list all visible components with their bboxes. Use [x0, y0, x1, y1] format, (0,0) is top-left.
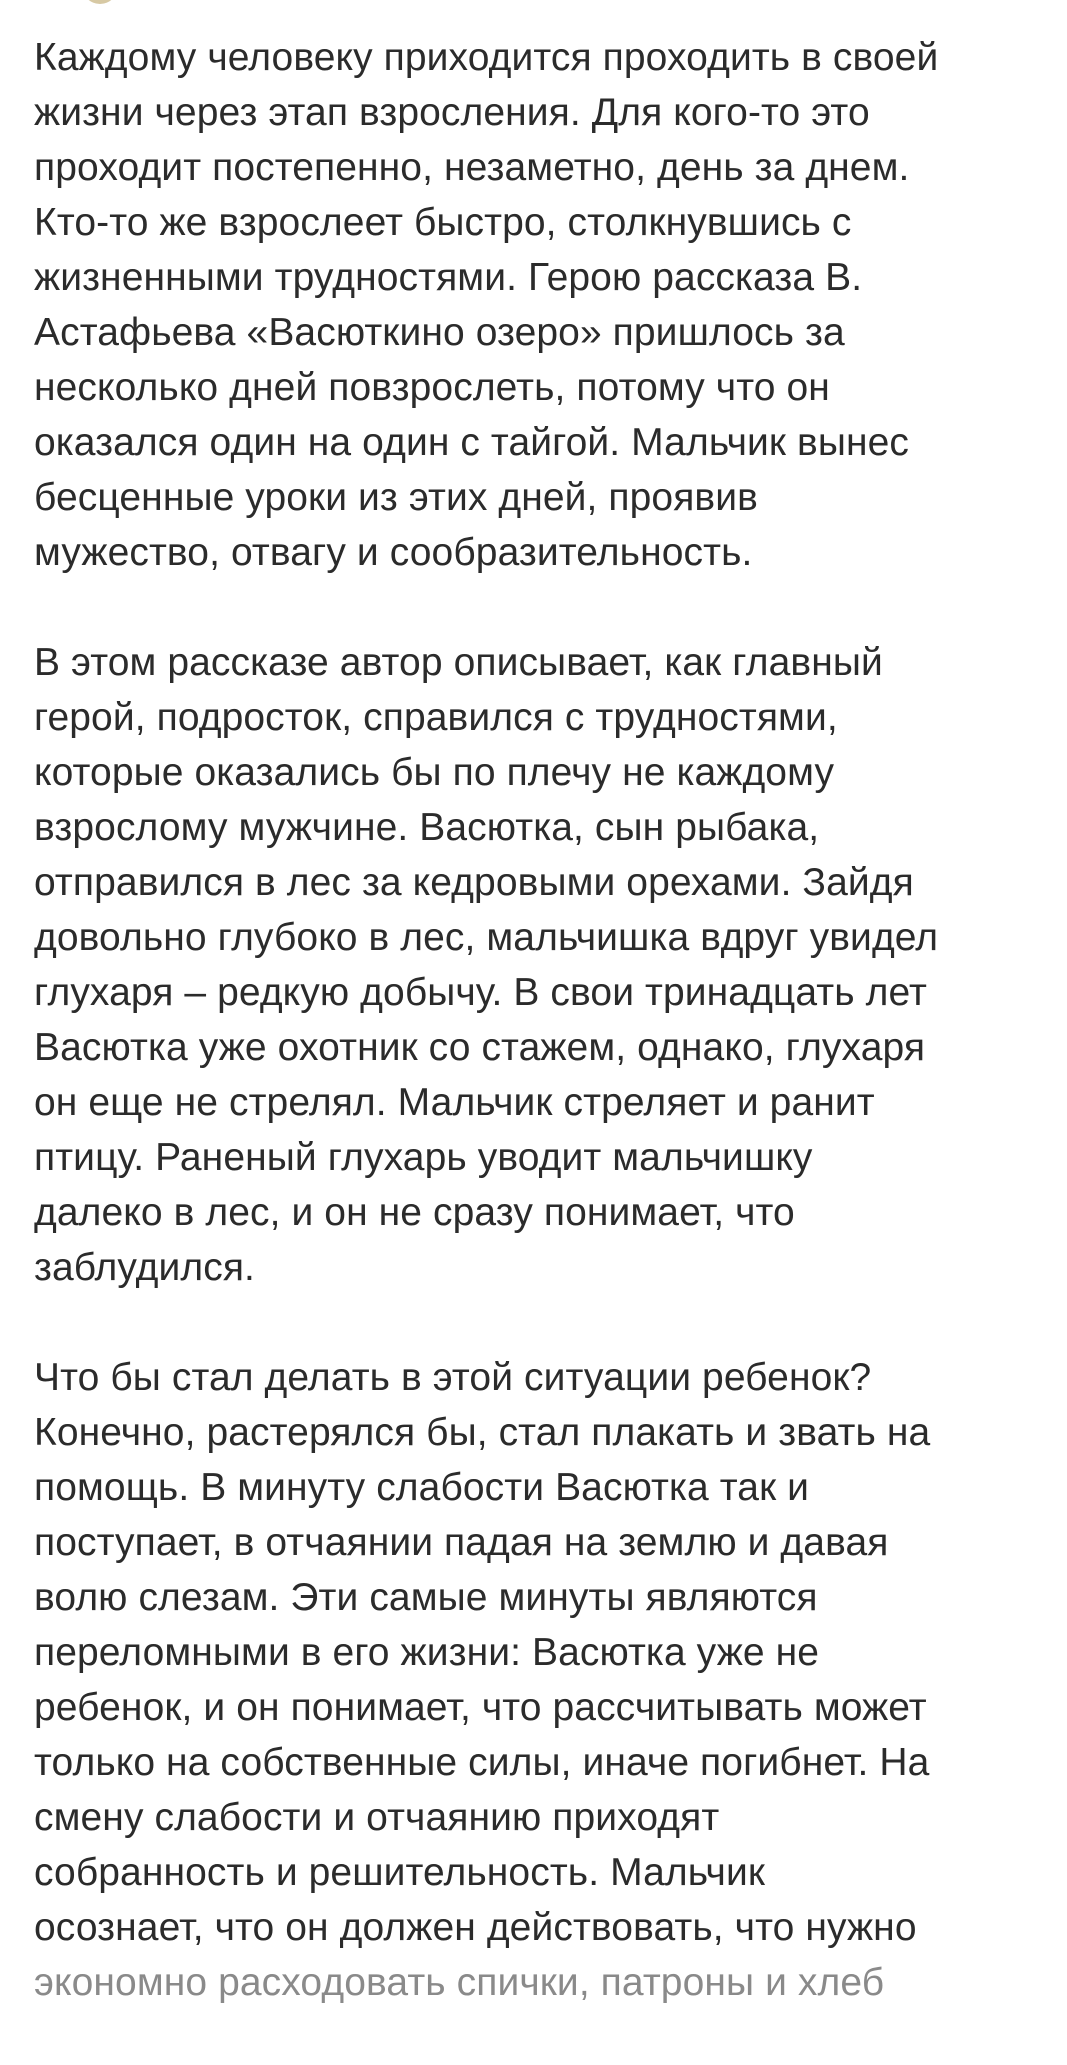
text-line: герой, подросток, справился с трудностями, — [34, 696, 838, 739]
text-line: Васютка уже охотник со стажем, однако, глухаря — [34, 1026, 926, 1069]
text-line: глухаря – редкую добычу. В свои тринадцать лет — [34, 971, 927, 1014]
text-line: жизни через этап взросления. Для кого-то это — [34, 91, 870, 134]
text-line: довольно глубоко в лес, мальчишка вдруг увидел — [34, 916, 939, 959]
text-line: Каждому человеку приходится проходить в своей — [34, 36, 939, 79]
text-line: которые оказались бы по плечу не каждому — [34, 751, 835, 794]
text-line: Что бы стал делать в этой ситуации ребенок? — [34, 1356, 872, 1399]
text-line: поступает, в отчаянии падая на землю и давая — [34, 1521, 889, 1564]
text-line: он еще не стрелял. Мальчик стреляет и ранит — [34, 1081, 875, 1124]
text-line: экономно расходовать спички, патроны и хлеб — [34, 1961, 885, 2004]
text-line: Конечно, растерялся бы, стал плакать и звать на — [34, 1411, 931, 1454]
text-line: переломными в его жизни: Васютка уже не — [34, 1631, 820, 1674]
paragraph-2 — [34, 635, 1044, 1295]
text-line: осознает, что он должен действовать, что нужно — [34, 1906, 917, 1949]
article-body — [34, 30, 1044, 2065]
text-line: оказался один на один с тайгой. Мальчик вынес — [34, 421, 910, 464]
paragraph-3 — [34, 1350, 1044, 2010]
text-line: далеко в лес, и он не сразу понимает, что — [34, 1191, 795, 1234]
paragraph-1 — [34, 30, 1044, 580]
text-line: собранность и решительность. Мальчик — [34, 1851, 766, 1894]
text-line: смену слабости и отчаянию приходят — [34, 1796, 720, 1839]
text-line: ребенок, и он понимает, что рассчитывать может — [34, 1686, 927, 1729]
text-line: Кто-то же взрослеет быстро, столкнувшись с — [34, 201, 852, 244]
text-line: жизненными трудностями. Герою рассказа В. — [34, 256, 863, 299]
text-line: взрослому мужчине. Васютка, сын рыбака, — [34, 806, 820, 849]
avatar — [82, 0, 118, 4]
text-line: заблудился. — [34, 1246, 255, 1289]
text-line: В этом рассказе автор описывает, как главный — [34, 641, 883, 684]
text-line: помощь. В минуту слабости Васютка так и — [34, 1466, 810, 1509]
text-line: мужество, отвагу и сообразительность. — [34, 531, 753, 574]
text-line: Астафьева «Васюткино озеро» пришлось за — [34, 311, 845, 354]
text-line: проходит постепенно, незаметно, день за днем. — [34, 146, 910, 189]
text-line: волю слезам. Эти самые минуты являются — [34, 1576, 818, 1619]
text-line: бесценные уроки из этих дней, проявив — [34, 476, 758, 519]
text-line: только на собственные силы, иначе погибнет. На — [34, 1741, 930, 1784]
text-line: несколько дней повзрослеть, потому что он — [34, 366, 830, 409]
text-line: отправился в лес за кедровыми орехами. Зайдя — [34, 861, 914, 904]
text-line: птицу. Раненый глухарь уводит мальчишку — [34, 1136, 813, 1179]
